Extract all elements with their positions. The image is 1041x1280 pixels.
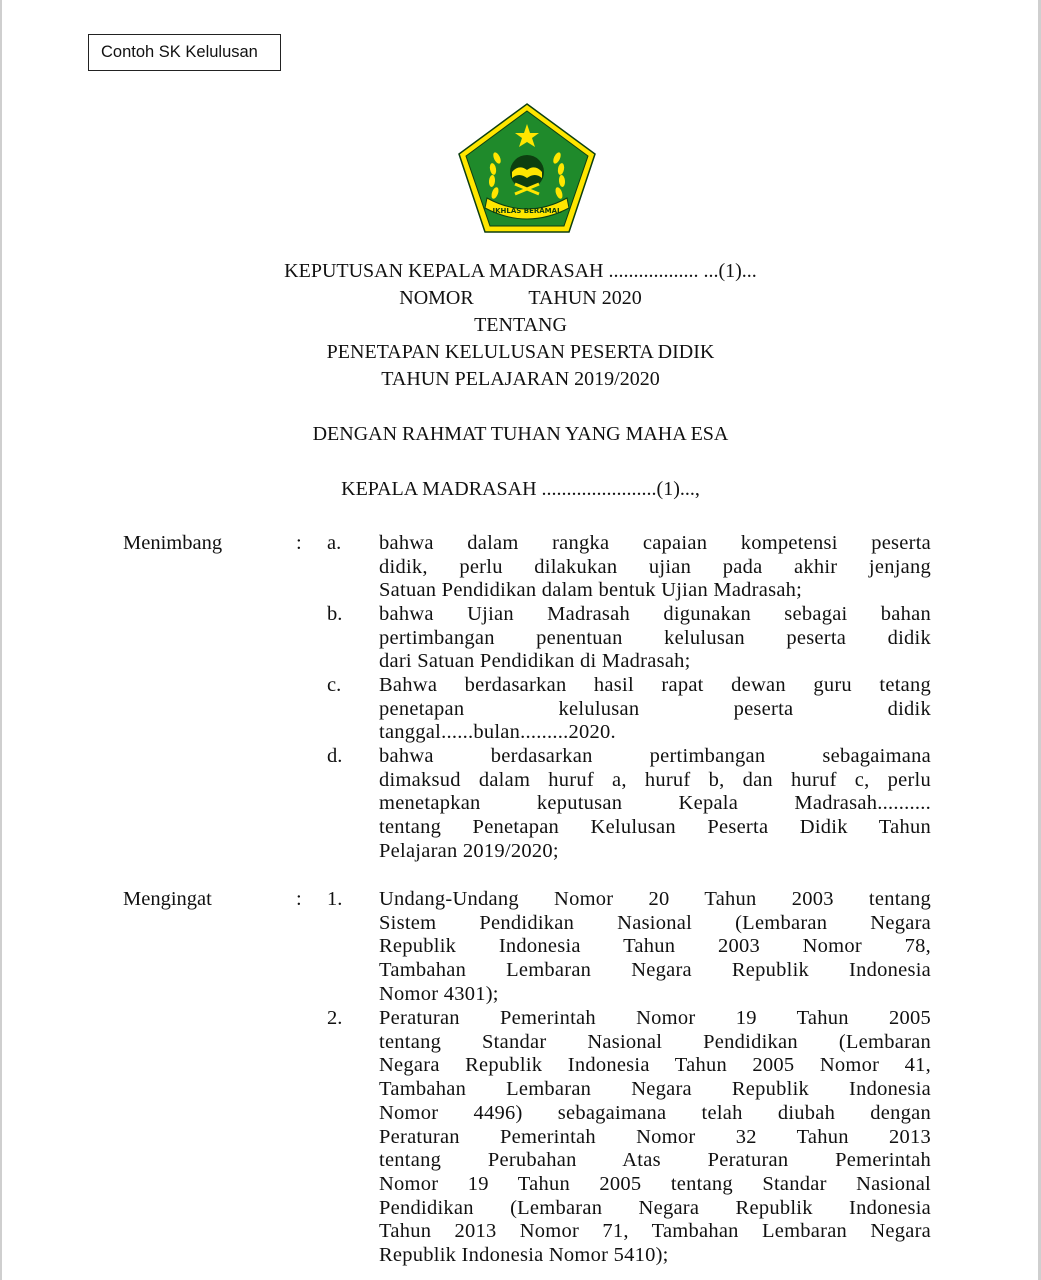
text-line: Undang-Undang Nomor 20 Tahun 2003 tentang — [379, 888, 931, 910]
text-line: Negara Republik Indonesia Tahun 2005 Nomor 41, — [379, 1054, 931, 1077]
mengingat-item-1 — [379, 888, 931, 1007]
text-line: Pendidikan (Lembaran Negara Republik Indonesia — [379, 1196, 931, 1219]
title-line-1: KEPUTUSAN KEPALA MADRASAH .................. ...(1)... — [284, 260, 757, 282]
text-line: Peraturan Pemerintah Nomor 32 Tahun 2013 — [379, 1125, 931, 1148]
text-line: pertimbangan penentuan kelulusan peserta didik — [379, 626, 931, 649]
logo-ribbon-text: IKHLAS BERAMAL — [492, 207, 562, 215]
text-line: tentang Standar Nasional Pendidikan (Lembaran — [379, 1030, 931, 1053]
menimbang-marker-c: c. — [327, 674, 342, 696]
issuer-line: KEPALA MADRASAH .......................(1)..., — [341, 478, 700, 500]
menimbang-marker-d: d. — [327, 745, 343, 767]
text-line: tentang Perubahan Atas Peraturan Pemerintah — [379, 1149, 931, 1172]
invocation-line: DENGAN RAHMAT TUHAN YANG MAHA ESA — [312, 423, 729, 445]
title-year-line: TAHUN PELAJARAN 2019/2020 — [381, 368, 660, 390]
text-line: Tambahan Lembaran Negara Republik Indonesia — [379, 1078, 931, 1101]
menimbang-marker-b: b. — [327, 603, 343, 625]
mengingat-item-2 — [379, 1007, 931, 1268]
text-line: Nomor 4301); — [379, 982, 499, 1005]
text-line: bahwa dalam rangka capaian kompetensi peserta — [379, 532, 931, 554]
text-line: Nomor 19 Tahun 2005 tentang Standar Nasional — [379, 1172, 931, 1195]
text-line: dari Satuan Pendidikan di Madrasah; — [379, 650, 691, 673]
text-line: tentang Penetapan Kelulusan Peserta Didik Tahun — [379, 816, 931, 839]
menimbang-marker-a: a. — [327, 532, 342, 554]
menimbang-colon: : — [296, 532, 302, 554]
text-line: Tahun 2013 Nomor 71, Tambahan Lembaran Negara — [379, 1220, 931, 1243]
text-line: tanggal......bulan.........2020. — [379, 721, 616, 744]
mengingat-marker-1: 1. — [327, 888, 343, 910]
menimbang-label: Menimbang — [123, 532, 223, 554]
mengingat-marker-2: 2. — [327, 1007, 343, 1029]
page-edge-left — [0, 0, 2, 1280]
mengingat-colon: : — [296, 888, 302, 910]
text-line: menetapkan keputusan Kepala Madrasah.......... — [379, 792, 931, 815]
text-line: Bahwa berdasarkan hasil rapat dewan guru tetang — [379, 674, 931, 696]
menimbang-item-c — [379, 674, 931, 745]
text-line: Republik Indonesia Nomor 5410); — [379, 1244, 669, 1267]
text-line: Satuan Pendidikan dalam bentuk Ujian Madrasah; — [379, 579, 803, 602]
text-line: Pelajaran 2019/2020; — [379, 839, 559, 862]
text-line: dimaksud dalam huruf a, huruf b, dan huruf c, perlu — [379, 768, 931, 791]
menimbang-item-b — [379, 603, 931, 674]
menimbang-item-a — [379, 532, 931, 603]
text-line: didik, perlu dilakukan ujian pada akhir jenjang — [379, 555, 931, 578]
title-number-line: NOMOR TAHUN 2020 — [399, 287, 642, 309]
menimbang-item-d — [379, 745, 931, 864]
mengingat-label: Mengingat — [123, 888, 212, 910]
document-type-label: Contoh SK Kelulusan — [88, 34, 281, 71]
text-line: Nomor 4496) sebagaimana telah diubah dengan — [379, 1101, 931, 1124]
title-about-line: TENTANG — [474, 314, 567, 336]
text-line: Republik Indonesia Tahun 2003 Nomor 78, — [379, 935, 931, 958]
kemenag-logo — [457, 102, 597, 234]
text-line: bahwa berdasarkan pertimbangan sebagaimana — [379, 745, 931, 767]
text-line: Peraturan Pemerintah Nomor 19 Tahun 2005 — [379, 1007, 931, 1029]
text-line: bahwa Ujian Madrasah digunakan sebagai bahan — [379, 603, 931, 625]
text-line: Tambahan Lembaran Negara Republik Indonesia — [379, 959, 931, 982]
text-line: penetapan kelulusan peserta didik — [379, 697, 931, 720]
title-subject-line: PENETAPAN KELULUSAN PESERTA DIDIK — [326, 341, 715, 363]
text-line: Sistem Pendidikan Nasional (Lembaran Negara — [379, 911, 931, 934]
